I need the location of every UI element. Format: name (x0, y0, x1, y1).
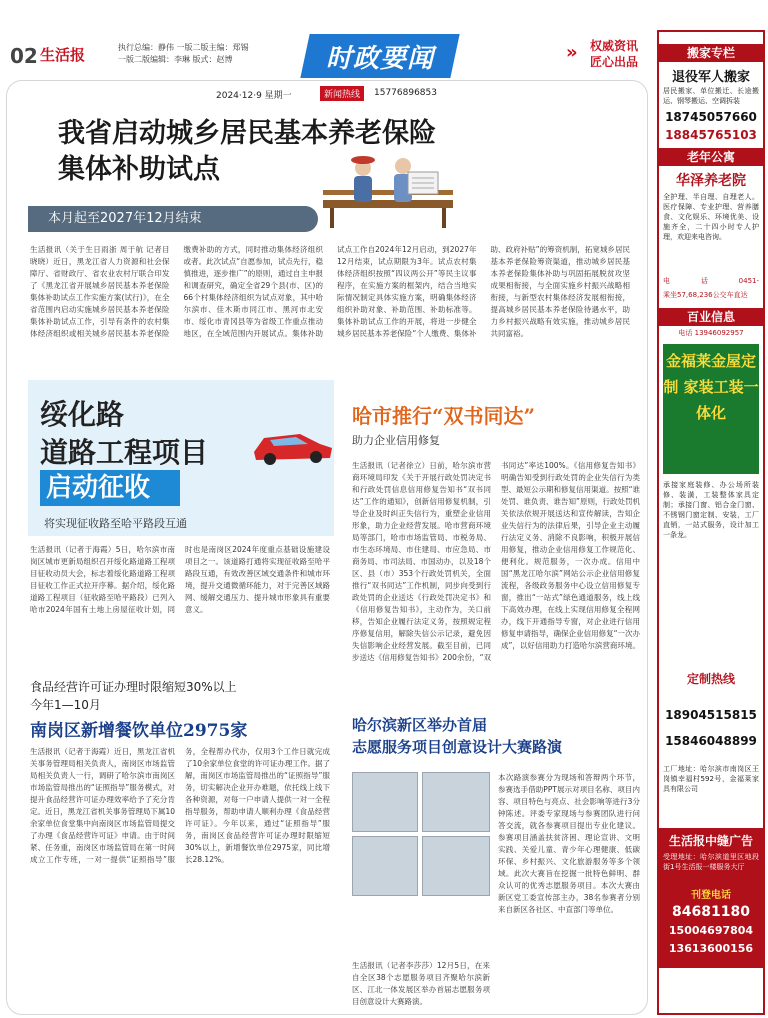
slogan (590, 38, 638, 70)
nangang-body: 生活报讯（记者于海霞）近日，黑龙江省机关事务管理局相关负责人，南岗区市场监管局相关负责人一行，调研了哈尔滨市南岗区市场监管局推出的“证照指导”服务模式，对提升食品经营许可证办理效率给予了充分肯定。近日，黑龙江省机关事务管理局下属10余家单位食堂集中向南岗区市场监管局提交了办理《食品经营许可证》申请。由于时间紧、任务重，南岗区市场监管局在第一时间成立工作专班，一对一提供“证照指导”服务，全程帮办代办，仅用3个工作日就完成了10余家单位食堂的许可证办理工作。据了解，南岗区市场监管局推出的“证照指导”服务，切实解决企业开办难题，依托线上线下各种资源，对每一户申请人提供一对一全程指导服务，帮助申请人顺利办理《食品经营许可证》。今年以来，通过“证照指导”服务，南岗区食品经营许可证办理时限缩短30%以上，新增餐饮单位2975家，同比增长28.12%。 (30, 747, 330, 864)
elderly-couple-illustration (318, 150, 458, 230)
editor-credits-line1: 执行总编：静伟 一版二版主编：郑锡 (118, 43, 249, 52)
section-title: 时政要闻 (325, 44, 434, 74)
chevron-right-icon: » (566, 42, 578, 63)
classified-ad-phone1: 84681180 (672, 904, 750, 920)
slogan-line2: 匠心出品 (590, 55, 639, 69)
elderly-ad-address: 乘坐57,68,236公交车直达 (663, 291, 748, 299)
shuangshu-subhead: 助力企业信用修复 (352, 434, 440, 447)
gold-ad-hotline-label: 定制热线 (686, 672, 735, 686)
volunteer-photos (352, 772, 490, 956)
nangang-kicker (30, 678, 320, 714)
pension-headline-line2: 集体补助试点 (58, 154, 220, 185)
suihua-headline-highlight: 启动征收 (40, 470, 180, 506)
gold-ad-title: 金福莱金屋定制 家装工装一体化 (663, 344, 759, 474)
suihua-headline-line1: 绥化路 (40, 398, 125, 431)
gold-ad-phone1: 18904515815 (665, 708, 757, 722)
volunteer-headline (352, 714, 562, 758)
suihua-headline (40, 396, 208, 472)
classified-ad-phone3: 13613600156 (668, 942, 754, 955)
volunteer-photo-2 (422, 772, 490, 832)
elderly-ad-title: 华泽养老院 (676, 173, 746, 189)
pension-subhead: 本月起至2027年12月结束 (28, 206, 318, 232)
nangang-kicker-line1: 食品经营许可证办理时限缩短30%以上 (30, 680, 237, 694)
gold-ad-phone2: 15846048899 (665, 734, 757, 748)
slogan-line1: 权威资讯 (590, 39, 639, 53)
classified-ad-text: 受理地址：哈尔滨道里区地段街1号生活报一楼服务大厅 (663, 853, 759, 871)
volunteer-photo-3 (352, 836, 418, 896)
gold-ad-desc: 承接家庭装修、办公场所装修、装潢，工装整体家具定制；承接门窗、铝合金门窗、不锈钢门窗定制、安装，工厂直销，一站式服务，设计加工一条龙。 (663, 481, 759, 539)
volunteer-photo-1 (352, 772, 418, 832)
classified-ad-head: 生活报中缝广告 (668, 834, 753, 848)
shuangshu-body: 生活报讯（记者徐立）日前，哈尔滨市营商环境局印发《关于开展行政处罚决定书和行政处罚信息信用修复告知书“双书同达”工作的通知》，创新信用修复机制，引导企业及时纠正失信行为，重塑企业信用形象，助力企业经营发展。哈市营商环境局等部门，哈市市场监管局、市税务局、市生态环境局、市住建局、市应急局、市商务局、市司法局、市国动办，以及18个区、县（市）353个行政处罚机关，全面推行“双书同达”工作机制，同步向受到行政处罚的企业送达《行政处罚决定书》和《信用修复告知书》，主动作为，关口前移，告知企业履行法定义务，按照规定程序修复信用，解除失信公示记录，避免因失信影响企业经营发展。截至目前，已同步送达《信用修复告知书》200余份，“双书同达”率达100%。《信用修复告知书》明确告知受到行政处罚的企业失信行为类型、最短公示期和修复信用渠道。按照“谁处罚、谁负责、谁告知”原则，行政处罚机关依法依规开展送达和宣传解读，告知企业失信行为的法律后果，引导企业主动履行法定义务、消除不良影响，积极开展信用修复，推动企业信用修复工作规范化、便利化。规范服务，一次办成。信用中国“黑龙江哈尔滨”网站公示企业信用修复流程，各级政务服务中心设立信用修复专窗，推出“一站式”绿色通道服务，线上线下高效办理，在线上实现信用修复全程网办，线下开通指导专窗，对企业进行信用修复申请指导，确保企业信用修复“一次办成”，以好信用助力打造哈尔滨营商环境。 (352, 461, 640, 662)
nangang-kicker-line2: 今年1—10月 (30, 698, 101, 712)
ads-column (657, 30, 765, 1015)
page-number: 02 (10, 44, 38, 68)
classified-ad-phone2: 15004697804 (668, 924, 754, 937)
newspaper-brand: 生活报 (40, 46, 86, 64)
dateline: 2024·12·9 星期一 (216, 91, 292, 101)
editor-credits-line2: 一版二版编辑：李琳 版式：赵博 (118, 55, 233, 64)
moving-ad-phone1: 18745057660 (665, 110, 757, 124)
pension-body: 生活报讯（关于生日雨浙 周于航 记者目晓晓）近日，黑龙江省人力资源和社会保障厅、省财政厅、省农业农村厅联合印发了《黑龙江省开展城乡居民基本养老保险集体补助试点工作实施方案(试行)》，在全省范围内启动实施城乡居民基本养老保险集体补助试点工作，引导有条件的农村集体经济组织或相关城乡居民基本养老保险缴费补助的方式，同时推动集体经济组织或者。此次试点“自愿参加，试点先行，稳慎推进，逐步推广”的原则，通过自主申报和调查研究，确定全省29个县(市、区)的66个村集体经济组织为试点对象，其中哈尔滨市、佳木斯市同江市、黑河市北安市、绥化市青冈县等为省级工作重点推动地区，在全域范围内开展试点。集体补助试点工作自2024年12月启动，到2027年12月结束，试点期限为3年。试点农村集体经济组织按照“四议两公开”等民主议事程序，在实施方案的框架内，结合当地实际情况制定具体实施方案，明确集体经济组织补助对象、补助范围、补助标准等。集体补助试点工作的开展，将进一步健全城乡居民基本养老保险“个人缴费、集体补助、政府补贴”的筹资机制，拓宽城乡居民基本养老保险筹资渠道，推动城乡居民基本养老保险集体补助与巩固拓展脱贫攻坚成果相衔接，与全面实施乡村振兴战略相衔接，与新型农村集体经济发展相衔接，提高城乡居民基本养老保险待遇水平，助力乡村振兴战略有效实施，推动城乡居民共同富裕。 (30, 245, 630, 338)
moving-ad-head: 搬家专栏 (659, 44, 763, 62)
elderly-ad-head: 老年公寓 (659, 148, 763, 166)
moving-ad-text: 居民搬家、单位搬迁、长途搬运、钢琴搬运、空调拆装 (663, 87, 759, 105)
editor-credits (118, 42, 298, 66)
moving-ad-phone2: 18845765103 (665, 128, 757, 142)
suihua-headline-line2: 道路工程项目 (40, 436, 209, 469)
suihua-subhead: 将实现征收路至哈平路段互通 (44, 517, 187, 530)
hotline-number: 15776896853 (374, 88, 437, 98)
nangang-headline: 南岗区新增餐饮单位2975家 (30, 721, 248, 741)
volunteer-body-right: 本次路演参赛分为现场和答辩两个环节，参赛选手借助PPT展示对项目名称、项目内容、项目特色与亮点、社会影响等进行3分钟陈述。评委专家现场与参赛团队进行问答交流，就各参赛项目提出专业化建议。参赛项目涵盖扶贫济困、理论宣讲、文明实践、关爱儿童、青少年心理健康、低碳环保、乡村振兴、文化旅游服务等多个领域。此次大赛旨在挖掘一批特色鲜明、群众认可的优秀志愿服务项目。本次大赛由新区党工委宣传部主办，38名参赛者分别来自新区各社区、中直部门等单位。 (498, 773, 640, 914)
gold-ad-address: 工厂地址：哈尔滨市南岗区王岗镇幸福村592号，金福莱家具有限公司 (663, 765, 759, 793)
volunteer-headline-line2: 志愿服务项目创意设计大赛路演 (352, 738, 563, 756)
shuangshu-headline: 哈市推行“双书同达” (352, 404, 536, 428)
hotline-label: 新闻热线 (320, 86, 364, 101)
info-ad-head: 百业信息 (659, 308, 763, 326)
car-icon (246, 418, 336, 468)
classified-ad-label: 刊登电话 (691, 890, 731, 901)
elderly-ad-phone: 电话0451- (663, 277, 759, 285)
info-ad-phone: 电话 13946092957 (678, 329, 744, 337)
volunteer-body-left: 生活报讯（记者李莎莎）12月5日，在来自全区38个志愿服务项目齐聚哈尔滨新区、江北一体发展区举办首届志愿服务项目创意设计大赛路演。 (352, 961, 490, 1006)
classified-ad (659, 828, 763, 968)
pension-headline-line1: 我省启动城乡居民基本养老保险 (58, 118, 436, 149)
volunteer-headline-line1: 哈尔滨新区举办首届 (352, 716, 488, 734)
moving-ad-title: 退役军人搬家 (671, 70, 750, 85)
elderly-ad-text: 全护理、半自理、自理老人。医疗保障、专业护理、营养膳食、文化娱乐、环境优美、设施齐全，二十四小时专人护理，欢迎来电咨询。 (663, 193, 759, 241)
suihua-body: 生活报讯（记者于海霞）5日，哈尔滨市南岗区城市更新局组织召开绥化路道路工程项目征收动员大会，标志着绥化路道路工程项目征收工作正式拉开序幕。据介绍，绥化路道路工程项目（征收路至哈平路段）已列入哈市2024年国有土地上房屋征收计划，同时也是南岗区2024年度重点基础设施建设项目之一。该道路打通将实现征收路至哈平路段互通，有效改善区域交通条件和城市环境，提升交通微循环能力，对于完善区域路网、缓解交通压力、提升城市形象具有重要意义。 (30, 545, 330, 614)
volunteer-photo-4 (422, 836, 490, 896)
